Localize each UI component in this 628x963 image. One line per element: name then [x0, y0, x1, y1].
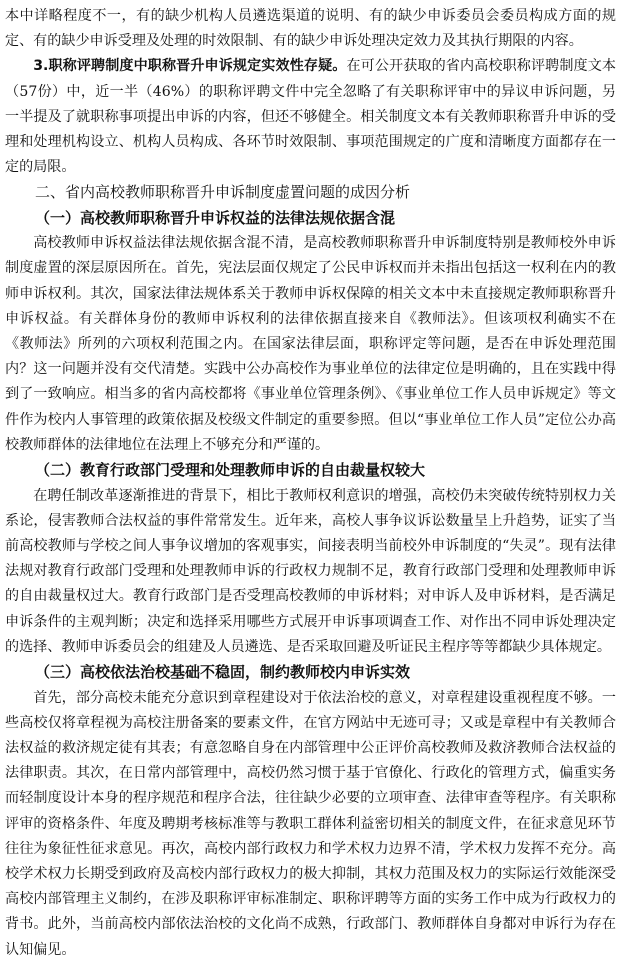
- paragraph-continuation: 本中详略程度不一，有的缺少机构人员遴选渠道的说明、有的缺少申诉委员会委员构成方面的规定、有的缺少申诉受理及处理的时效限制、有的缺少申诉处理决定效力及其执行期限的内容。: [5, 8, 616, 50]
- section-heading-cause-analysis: 二、省内高校教师职称晋升申诉制度虚置问题的成因分析: [35, 183, 411, 202]
- paragraph-title-system-effectiveness: [5, 54, 616, 180]
- subsection-heading-discretion: （二）教育行政部门受理和处理教师申诉的自由裁量权较大: [35, 461, 426, 480]
- subsection-heading-rule-of-law: （三）高校依法治校基础不稳固，制约教师校内申诉实效: [35, 663, 411, 682]
- paragraph-body-text: 在可公开获取的省内高校职称评聘制度文本（57份）中，近一半（46%）的职称评聘文件中完全忽略了有关职称评审中的异议申诉问题，另一半提及了就职称事项提出申诉的内容，但还不够健全。相关制度文本有关教师职称晋升申诉的受理和处理机构设立、机构人员构成、各环节时效限制、事项范围规定的广度和清晰度方面都存在一定的局限。: [5, 58, 616, 176]
- subsection-heading-legal-basis: （一）高校教师职称晋升申诉权益的法律法规依据含混: [35, 208, 396, 227]
- paragraph-rule-of-law: 首先，部分高校未能充分意识到章程建设对于依法治校的意义，对章程建设重视程度不够。一些高校仅将章程视为高校注册备案的要素文件，在官方网站中无迹可寻；又或是章程中有关教师合法权益的救济规定徒有其表；有意忽略自身在内部管理中公正评价高校教师及救济教师合法权益的法律职责。其次，在日常内部管理中，高校仍然习惯于基于官僚化、行政化的管理方式，偏重实务而轻制度设计本身的程序规范和程序合法，往往缺少必要的立项审查、法律审查等程序。有关职称评审的资格条件、年度及聘期考核标准等与教职工群体利益密切相关的制度文件，在征求意见环节往往为象征性征求意见。再次，高校内部行政权力和学术权力边界不清，学术权力发挥不充分。高校学术权力长期受到政府及高校内部行政权力的极大抑制，其权力范围及权力的实际运行效能深受高校内部管理主义制约，在涉及职称评审标准制定、职称评聘等方面的实务工作中成为行政权力的背书。此外，当前高校内部依法治校的文化尚不成熟，行政部门、教师群体自身都对申诉行为存在认知偏见。: [5, 689, 616, 958]
- paragraph-legal-basis: 高校教师申诉权益法律法规依据含混不清，是高校教师职称晋升申诉制度特别是教师校外申诉制度虚置的深层原因所在。首先，宪法层面仅规定了公民申诉权而并未指出包括这一权利在内的教师申诉权利。其次，国家法律法规体系关于教师申诉权保障的相关文本中未直接规定教师职称晋升申诉权益。有关群体身份的教师申诉权利的法律依据直接来自《教师法》。但该项权利确实不在《教师法》所列的六项权利范围之内。在国家法律层面，职称评定等问题，是否在申诉处理范围内？这一问题并没有交代清楚。实践中公办高校作为事业单位的法律定位是明确的，且在实践中得到了一致响应。相当多的省内高校都将《事业单位管理条例》、《事业单位工作人员申诉规定》等文件作为校内人事管理的政策依据及校级文件制定的重要参照。但以“事业单位工作人员”定位公办高校教师群体的法律地位在法理上不够充分和严谨的。: [5, 235, 616, 453]
- paragraph-discretion: 在聘任制改革逐渐推进的背景下，相比于教师权利意识的增强，高校仍未突破传统特别权力关系论，侵害教师合法权益的事件常常发生。近年来，高校人事争议诉讼数量呈上升趋势，证实了当前高校教师与学校之间人事争议增加的客观事实，间接表明当前校外申诉制度的“失灵”。现有法律法规对教育行政部门受理和处理教师申诉的行政权力规制不足，教育行政部门受理和处理教师申诉的自由裁量权过大。教育行政部门是否受理高校教师的申诉材料；对申诉人及申诉材料，是否满足申诉条件的主观判断；决定和选择采用哪些方式展开申诉事项调查工作、对作出不同申诉处理决定的选择、教师申诉委员会的组建及人员遴选、是否采取回避及听证民主程序等等都缺少具体规定。: [5, 487, 616, 655]
- paragraph-lead-heading: 3.职称评聘制度中职称晋升申诉规定实效性存疑。: [33, 58, 347, 75]
